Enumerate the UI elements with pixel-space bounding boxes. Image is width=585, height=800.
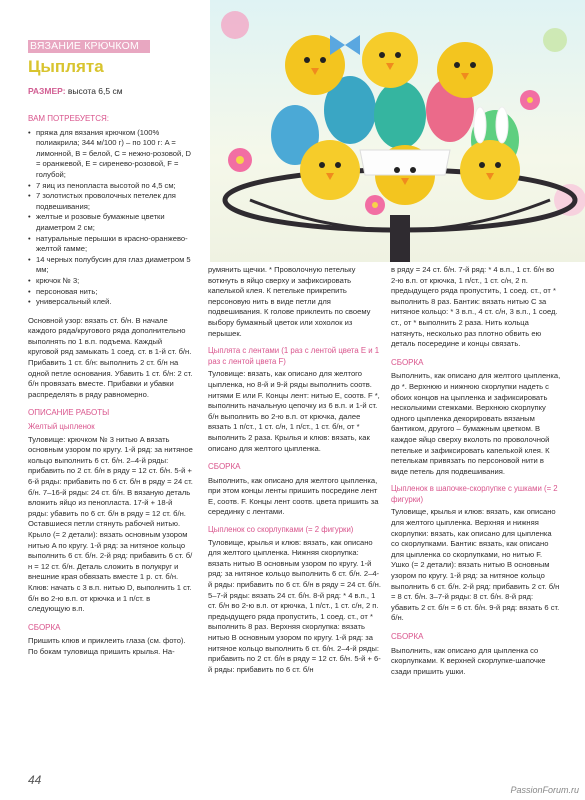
work-heading: ОПИСАНИЕ РАБОТЫ [28,408,110,418]
photo-illustration [210,0,585,262]
list-item: • натуральные перышки в красно-оранжево-желтой гамме; [28,234,194,255]
size-value: высота 6,5 см [67,86,123,96]
shell-text: Туловище, крылья и клюв: вязать, как описано для желтого цыпленка. Нижняя скорлупка: вязать нитью B основным узором по кругу. 1-й ряд: за нитяное кольцо выполнить 6 ст. б/н. 2–4-й ряды: прибавить по 6 ст. б/н в ряду = 24 ст. б/н. 5–7-й ряды: вязать 24 ст. б/н. 8-й ряд: * 4 в.п., 1 ст. б/н во 2-ю в.п. от крючка, 1 п/ст., 1 ст. с/н, 2 п. предыдущего ряда пропустить, 1 соед. ст., от * выполнить 8 раз. Верхняя скорлупка: вязать нитью B основным узором по кругу. 1-й ряд: за нитяное кольцо выполнить 6 ст. б/н. 2–4-й ряды: прибавить по 2 ст. б/н в ряду = 12 ст. б/н. 5-й + 6-й ряды: прибавить по 6 ст. б/н [208,537,381,674]
continued-text: в ряду = 24 ст. б/н. 7-й ряд: * 4 в.п., 1 ст. б/н во 2-ю в.п. от крючка, 1 п/ст., 1 ст. с/н, 2 п. предыдущего ряда пропустить, 1 соед. ст., от * выполнить 8 раз. Бантик: вязать нитью C за нитяное кольцо: * 3 в.п., 4 ст. с/н, 3 в.п., 1 соед. ст., от * выполнить 2 раза. Нить кольца натянуть, несколько раз плотно обвить ею деталь посередине и концы связать. [391,265,558,349]
bunny-ear [474,107,486,143]
list-item: • 14 черных полубусин для глаз диаметром 5 мм; [28,255,194,276]
materials-heading: ВАМ ПОТРЕБУЕТСЯ: [28,114,109,123]
category-label: ВЯЗАНИЕ КРЮЧКОМ [30,40,139,52]
list-item: • желтые и розовые бумажные цветки диаметром 2 см; [28,212,194,233]
assembly-heading: СБОРКА [28,622,61,632]
egg-shell [360,150,450,175]
column-2 [208,265,381,675]
watermark: PassionForum.ru [510,785,579,795]
assembly-text: Пришить клюв и приклеить глаза (см. фото). По бокам туловища пришить крылья. На- [28,636,186,656]
chick-shape [362,32,418,88]
hat-heading: Цыпленок в шапочке-скорлупке с ушками (= 2 фигурки) [391,484,558,504]
list-item: • персоновая нить; [28,287,194,298]
chick-shape [300,140,360,200]
flower-shape [221,11,249,39]
continued-text: румянить щечки. * Проволочную петельку воткнуть в яйцо сверху и зафиксировать капелькой клея. К петельке прикрепить персоновую нить в виде петли для подвешивания. К голове приклеить по своему выбору бумажный цветок или хохолок из перышек. [208,265,371,338]
hat-text: Туловище, крылья и клюв: вязать, как описано для желтого цыпленка. Верхняя и нижняя скорлупки: вязать, как описано для цыпленка со скорлупками. Бантик: вязать, как описано для цыпленка со скорлупками, но нитью F. Ушко (= 2 детали): вязать нитью B основным узором по кругу. 1-й ряд: за нитяное кольцо выполнить 6 ст. б/н. 2-й ряд: прибавить 2 ст. б/н = 8 ст. б/н. 3–7-й ряды: 8 ст. б/н. 8-й ряд: убавить 2 ст. б/н = 6 ст. б/н. 9-й ряд: вязать 6 ст. б/н. [391,507,560,623]
ribbons-assembly-text: Выполнить, как описано для желтого цыпленка, при этом концы ленты пришить посредине лент E, соотв. F. Концы лент соотв. цвета пришить за серединку с лентами. [208,475,379,517]
chick-shape [437,42,493,98]
shell-heading: Цыпленок со скорлупками (= 2 фигурки) [208,525,354,535]
basic-pattern-text: Основной узор: вязать ст. б/н. В начале каждого ряда/кругового ряда дополнительно выполнять по 1 в.п. подъема. Каждый круговой ряд замыкать 1 соед. ст. в 1-й ст. б/н. Прибавить 1 ст. б/н: выполнить 2 ст. б/н на одной петле основания. Убавить 1 ст. б/н: 2 ст. б/н провязать вместе. Прибавки и убавки распределять в ряду равномерно. [28,315,193,399]
hat-assembly-heading: СБОРКА [391,632,424,641]
chick-shape [460,140,520,200]
page-title: Цыплята [28,57,104,76]
flower-shape [543,28,567,52]
teal-egg [374,81,426,149]
ribbons-text: Туловище: вязать, как описано для желтого цыпленка, но 8-й и 9-й ряды выполнить соотв. нитями E или F. Концы лент: нитью E, соотв. F *, выполнить начальную цепочку из 6 в.п. и 1-й ст. б/н выполнить во 2-ю в.п. от крючка, далее вязать 1 п/ст., 1 ст. с/н, 1 п/ст., 1 ст. б/н, от * выполнить 2 раза. Крылья и клюв: вязать, как описано для желтого цыпленка. [208,369,380,453]
cake-stand-stem [390,215,410,262]
column-1 [28,106,194,658]
list-item: • 7 яиц из пенопласта высотой по 4,5 см; [28,181,194,192]
size-label: РАЗМЕР: [28,86,66,96]
list-item: • пряжа для вязания крючком (100% полиакрила; 344 м/100 г) – по 100 г: A = лимонной, B = белой, C = нежно-розовой, D = оранжевой, E = сиренево-розовой, F = голубой; [28,128,194,181]
ribbons-assembly-heading: СБОРКА [208,462,241,472]
materials-list [28,128,194,308]
yellow-chick-heading: Желтый цыпленок [28,422,95,432]
category-band [28,40,150,53]
size-line [28,86,123,96]
shell-assembly-text: Выполнить, как описано для желтого цыпленка, до *. Верхнюю и нижнюю скорлупки надеть с обоих концов на цыпленка и зафиксировать несколькими стежками. Верхнюю скорлупку одного цыпленка декорировать вязаным бантиком, другого – бумажным цветком. В каждое яйцо сверху вколоть по проволочной петельке и зафиксировать капелькой клея. К петелькам привязать по персоновой нити в виде петель для подвешивания. [391,371,561,476]
page-number: 44 [28,773,42,787]
bunny-ear [496,107,508,143]
ribbon-bow [330,35,360,55]
list-item: • универсальный клей. [28,297,194,308]
list-item: • крючок № 3; [28,276,194,287]
chicks-photo [210,0,585,262]
hat-assembly-text: Выполнить, как описано для цыпленка со скорлупками. К верхней скорлупке-шапочке сзади пришить ушки. [391,645,546,676]
yellow-chick-text: Туловище: крючком № 3 нитью A вязать основным узором по кругу. 1-й ряд: за нитяное кольцо выполнить 6 ст. б/н. 2–4-й ряды: прибавить по 2 ст. б/н в ряду = 12 ст. б/н. 5-й + 6-й ряды: прибавить по 6 ст. б/н в ряду = 24 ст. б/н. 7–16-й ряды: 24 ст. б/н. В вязаную деталь вложить яйцо из пенопласта. 17-й + 18-й ряды: убавить по 6 ст. б/н в ряду = 12 ст. б/н. Оставшиеся петли стянуть рабочей нитью. Крыло (= 2 детали): вязать основным узором нитью A по кругу. 1-й ряд: за нитяное кольцо выполнить 6 ст. б/н. 2-й ряд: прибавить 6 ст. б/н = 12 ст. б/н. Деталь сложить в полукруг и внешние края обвязать вместе 1 р. ст. б/н. Клюв: начать с 3 в.п. нитью D, выполнить 1 ст. б/н во 2-ю в.п. от крючка и 1 п/ст. в следующую в.п. [28,434,193,614]
shell-assembly-heading: СБОРКА [391,357,424,367]
column-3 [391,265,561,677]
list-item: • 7 золотистых проволочных петелек для подвешивания; [28,191,194,212]
ribbons-heading: Цыплята с лентами (1 раз с лентой цвета E и 1 раз с лентой цвета F) [208,346,380,366]
